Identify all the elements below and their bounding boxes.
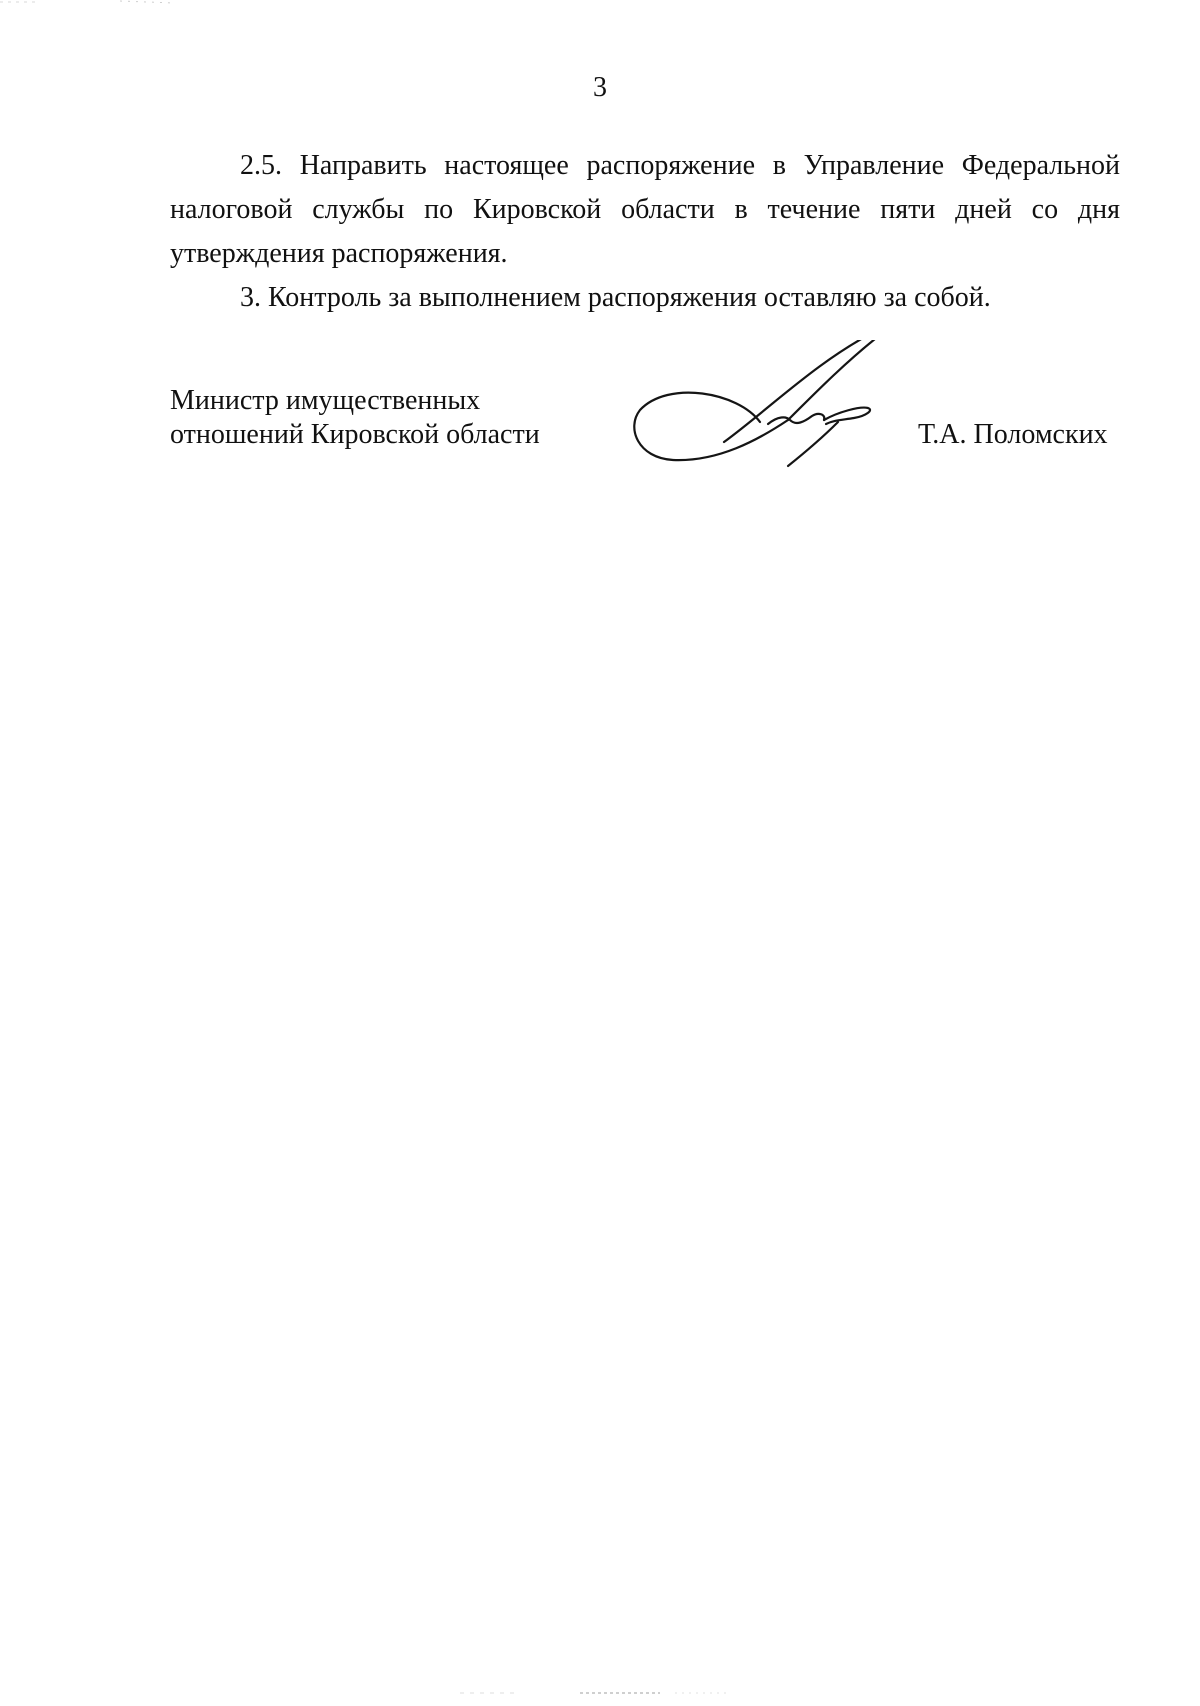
- document-body: [170, 144, 1120, 320]
- signatory-position: [170, 384, 540, 452]
- signer-name: Т.А. Поломских: [918, 419, 1108, 450]
- position-line-2: отношений Кировской области: [170, 419, 540, 450]
- scan-corner-artifact: [0, 0, 180, 6]
- handwritten-signature: [628, 340, 898, 470]
- paragraph-3: 3. Контроль за выполнением распоряжения оставляю за собой.: [240, 282, 991, 313]
- position-line-1: Министр имущественных: [170, 385, 481, 416]
- paragraph-2-5: 2.5. Направить настоящее распоряжение в Управление Федеральной налоговой службы по Кировской области в течение пяти дней со дня утверждения распоряжения.: [170, 150, 1120, 269]
- page-number: 3: [593, 72, 607, 103]
- scan-bottom-artifact: [460, 1690, 740, 1696]
